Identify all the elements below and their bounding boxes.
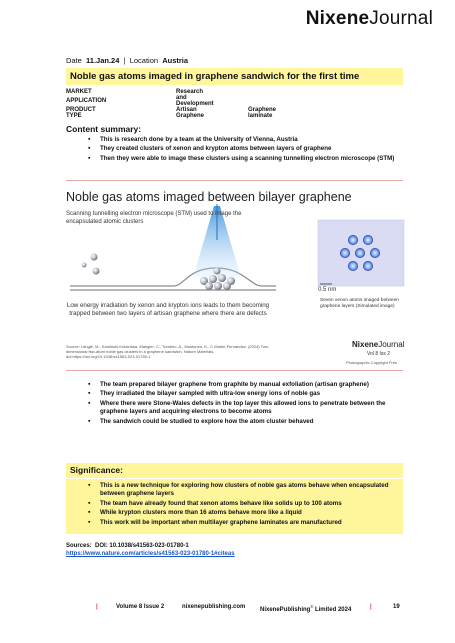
list-item: ▪ They irradiated the bilayer sampled with ultra-low energy ions of noble gas <box>88 390 408 398</box>
stm-image-inset <box>318 220 404 286</box>
page-number: 19 <box>393 604 400 610</box>
figure-source: Source: Längle, M., Kamiński-Kobierska, Mangler, C., Trentino, A., Mustonen, K., C Martin-Fernández, (2024) Two-dimensional few-atom noble gas clusters in a graphene sandwich. Nature Materials. doi:https://doi.org/10.1038/s41563-023-01780-1 <box>66 344 270 359</box>
scale-label: 0.5 nm <box>318 287 337 293</box>
footer-publisher: NixenePublishing© Limited 2024 <box>260 604 352 613</box>
list-item: ▪ This work will be important when multilayer graphene laminates are manufactured <box>88 519 404 527</box>
list-item: ▪ While krypton clusters more than 16 atoms behave more like a liquid <box>88 509 404 517</box>
divider <box>66 370 403 371</box>
significance-heading: Significance: <box>66 463 403 478</box>
article-title: Noble gas atoms imaged in graphene sandwich for the first time <box>66 68 403 85</box>
sources: Sources: DOI: 10.1038/s41563-023-01780-1 https://www.nature.com/articles/s41563-023-01780-1#citeas <box>66 543 235 557</box>
divider <box>66 180 403 181</box>
figure-copyright: Photographic Copyright Free <box>346 360 398 365</box>
figure-volume: Vol 8 Iss 2 <box>367 351 391 357</box>
figure-caption-top: Scanning tunnelling electron microscope (STM) used to image the encapsulated atomic clusters <box>66 211 242 225</box>
graphene-layers <box>70 268 276 290</box>
footer-site[interactable]: nixenepublishing.com <box>182 604 246 610</box>
figure-caption-inset: Seven xenon atoms imaged between graphene layers (Simulated image) <box>320 298 399 309</box>
list-item: ▪ Where there were Stone-Wales defects in the top layer this allowed ions to penetrate between the graphene layers and acquiring electrons to become atoms <box>88 400 408 417</box>
list-item: ▪ This is a new technique for exploring how clusters of noble gas atoms behave when encapsulated between graphene layers <box>88 482 404 499</box>
list-item: ▪ This is research done by a team at the University of Vienna, Austria <box>88 136 408 144</box>
dateline: Date 11.Jan.24 | Location Austria <box>66 56 189 65</box>
figure-brand: NixeneJournal <box>352 340 405 349</box>
figure-caption-bottom: Low energy irradiation by xenon and krypton ions leads to them becoming trapped between two layers of artisan graphene where there are defects <box>66 302 270 317</box>
summary-list <box>88 136 408 164</box>
list-item: ▪ They created clusters of xenon and krypton atoms between layers of graphene <box>88 145 408 153</box>
incoming-ions <box>82 254 100 275</box>
list-item: ▪ The team have already found that xenon atoms behave like solids up to 100 atoms <box>88 500 404 508</box>
list-item: ▪ The team prepared bilayer graphene from graphite by manual exfoliation (artisan graphene) <box>88 381 408 389</box>
figure-title: Noble gas atoms imaged between bilayer graphene <box>66 190 352 204</box>
doi-text: DOI: 10.1038/s41563-023-01780-1 <box>95 543 189 549</box>
journal-brand: NixeneJournal <box>305 8 433 29</box>
summary-heading: Content summary: <box>66 124 142 134</box>
body-list <box>88 381 408 427</box>
footer-issue: Volume 8 Issue 2 <box>116 604 165 610</box>
source-link[interactable]: https://www.nature.com/articles/s41563-023-01780-1#citeas <box>66 551 235 557</box>
significance-list <box>88 482 404 528</box>
list-item: ▪ Then they were able to image these clusters using a scanning tunnelling electron microscope (STM) <box>88 155 408 163</box>
list-item: ▪ The sandwich could be studied to explore how the atom cluster behaved <box>88 418 408 426</box>
